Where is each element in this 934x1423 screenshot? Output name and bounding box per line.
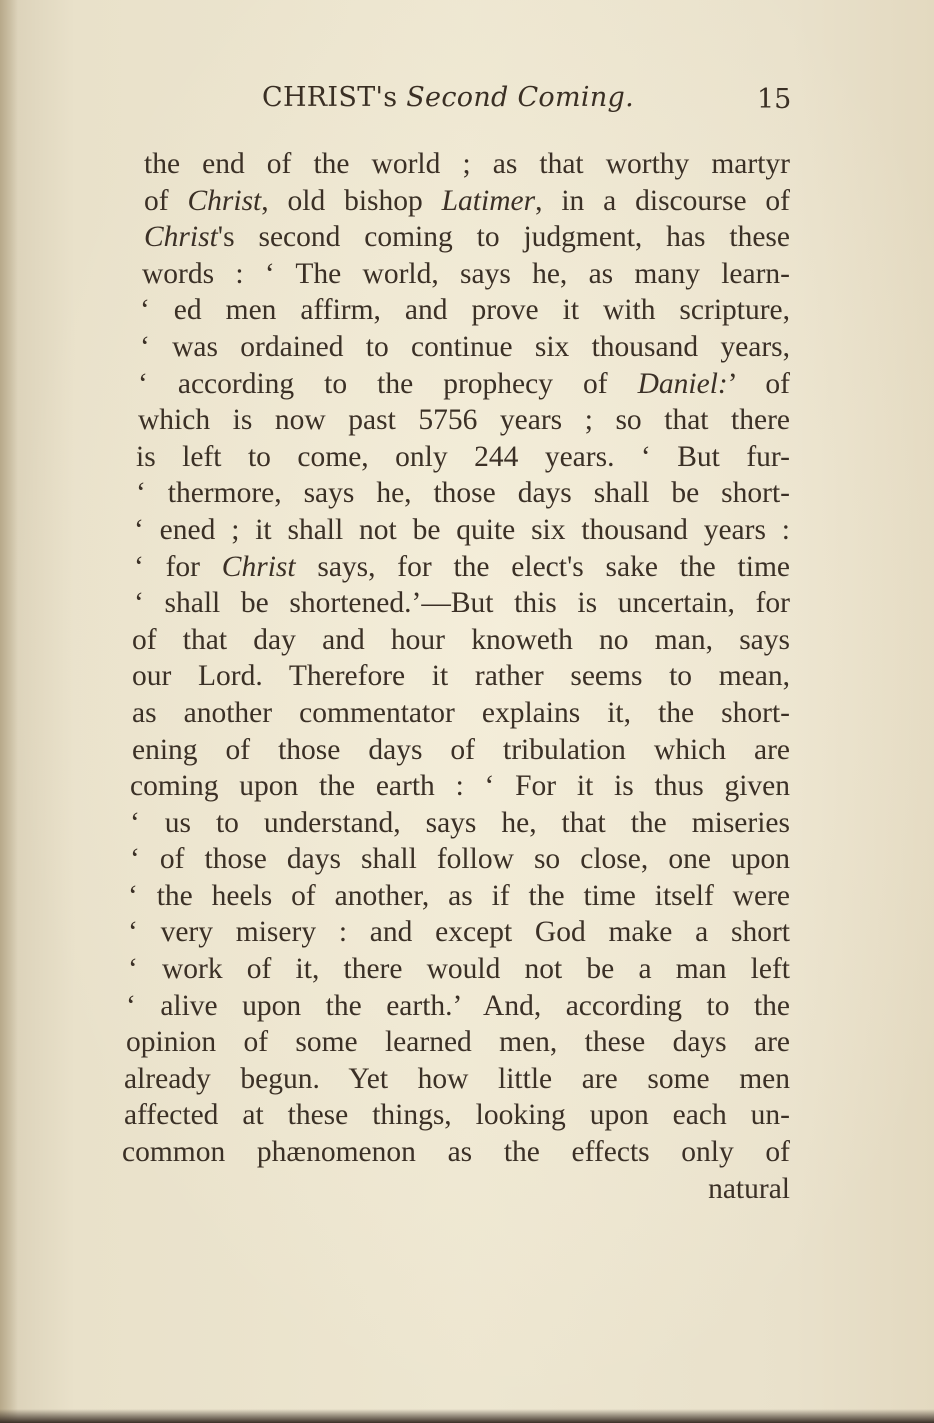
text-line: [122, 366, 790, 403]
italic-text: Latimer: [441, 184, 536, 217]
text-line: [122, 768, 790, 805]
running-title-roman: CHRIST's: [262, 82, 407, 113]
text-run: ‘ the heels of another, as if the time itself were: [128, 879, 790, 912]
text-run: of that day and hour knoweth no man, says: [132, 623, 790, 656]
text-line: [122, 512, 790, 549]
text-line: [122, 402, 790, 439]
text-line: [122, 549, 790, 586]
text-line: [122, 695, 790, 732]
text-run: is left to come, only 244 years. ‘ But fur-: [136, 440, 790, 473]
body-text: [122, 146, 790, 1207]
text-line: [122, 658, 790, 695]
text-run: our Lord. Therefore it rather seems to mean,: [132, 660, 790, 693]
text-line: [122, 1097, 790, 1134]
text-run: ‘ very misery : and except God make a short: [128, 916, 790, 949]
text-line: [122, 439, 790, 476]
text-line: [122, 878, 790, 915]
text-run: ‘ for: [134, 550, 222, 583]
italic-text: Daniel:: [637, 367, 728, 400]
text-run: the end of the world ; as that worthy martyr: [144, 148, 790, 180]
text-run: common phænomenon as the effects only of: [122, 1136, 790, 1169]
italic-text: Christ: [144, 221, 218, 254]
text-run: coming upon the earth : ‘ For it is thus given: [130, 770, 790, 803]
italic-text: Christ: [221, 550, 296, 583]
text-run: ‘ ed men affirm, and prove it with scripture,: [140, 294, 790, 327]
text-run: ‘ us to understand, says he, that the miseries: [130, 806, 790, 839]
text-run: ‘ work of it, there would not be a man left: [128, 953, 790, 986]
text-run: , old bishop: [261, 184, 442, 217]
text-line: [122, 732, 790, 769]
text-run: ‘ of those days shall follow so close, one upon: [130, 843, 790, 876]
catchword: natural: [708, 1172, 790, 1205]
text-line: [122, 585, 790, 622]
page-number: 15: [757, 84, 792, 115]
text-line: [122, 1061, 790, 1098]
text-run: ‘ ened ; it shall not be quite six thousand years :: [134, 513, 790, 546]
text-line: [122, 256, 790, 293]
page-header: [0, 82, 934, 132]
text-run: of: [144, 184, 188, 217]
text-line: [122, 219, 790, 256]
text-run: affected at these things, looking upon each un-: [124, 1099, 790, 1132]
text-line: [122, 841, 790, 878]
text-run: ‘ alive upon the earth.’ And, according to the: [126, 989, 790, 1022]
text-run: as another commentator explains it, the short-: [132, 696, 790, 729]
text-line: [122, 1134, 790, 1171]
text-line: [122, 475, 790, 512]
text-line: [122, 146, 790, 183]
running-title-italic: Second Coming.: [406, 82, 634, 113]
running-title: [262, 82, 634, 113]
text-run: ‘ was ordained to continue six thousand years,: [140, 330, 790, 363]
text-line: [122, 329, 790, 366]
text-run: says, for the elect's sake the time: [295, 550, 790, 583]
text-run: which is now past 5756 years ; so that there: [138, 404, 790, 437]
italic-text: Christ: [187, 184, 262, 217]
text-run: ening of those days of tribulation which are: [132, 733, 790, 766]
text-line: [122, 622, 790, 659]
text-run: ‘ shall be shortened.’—But this is uncertain, for: [134, 587, 790, 620]
text-line: [122, 292, 790, 329]
text-run: ‘ thermore, says he, those days shall be short-: [136, 477, 790, 510]
text-run: ’ of: [727, 367, 790, 400]
text-run: ‘ according to the prophecy of: [138, 367, 638, 400]
text-line: [122, 914, 790, 951]
text-run: opinion of some learned men, these days are: [126, 1026, 790, 1059]
text-line: [122, 805, 790, 842]
text-line: [122, 951, 790, 988]
text-line: [122, 183, 790, 220]
text-run: , in a discourse of: [535, 184, 791, 217]
text-line: [122, 988, 790, 1025]
text-run: words : ‘ The world, says he, as many learn-: [142, 257, 790, 290]
text-run: 's second coming to judgment, has these: [217, 221, 790, 254]
text-run: already begun. Yet how little are some men: [124, 1062, 790, 1095]
text-line: [122, 1024, 790, 1061]
